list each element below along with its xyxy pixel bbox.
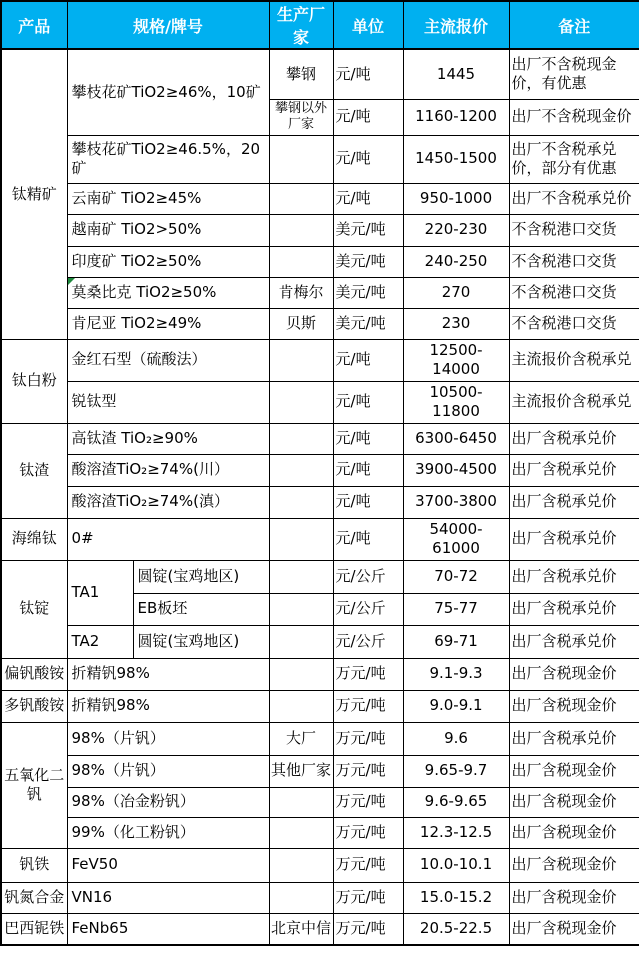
cell-price: 9.6-9.65 [403, 787, 509, 817]
table-row [1, 183, 639, 214]
cell-mfr [269, 787, 333, 817]
cell-note: 出厂含税现金价 [509, 848, 639, 882]
cell-unit: 元/吨 [333, 183, 403, 214]
cell-note: 出厂含税现金价 [509, 913, 639, 945]
cell-price: 20.5-22.5 [403, 913, 509, 945]
cell-price: 3700-3800 [403, 486, 509, 518]
cell-note: 出厂含税承兑价 [509, 722, 639, 755]
cell-mfr [269, 423, 333, 454]
cell-unit: 元/吨 [333, 381, 403, 423]
cell-spec: 98%（冶金粉钒） [67, 787, 269, 817]
cell-price: 1450-1500 [403, 135, 509, 183]
cell-product: 钛渣 [1, 423, 67, 518]
table-row [1, 135, 639, 183]
cell-spec: 酸溶渣TiO₂≥74%(川） [67, 454, 269, 486]
table-row [1, 560, 639, 593]
cell-mfr [269, 560, 333, 593]
table-header [1, 1, 639, 49]
cell-spec: 攀枝花矿TiO2≥46%，10矿 [67, 49, 269, 135]
cell-unit: 万元/吨 [333, 882, 403, 913]
cell-spec: 云南矿 TiO2≥45% [67, 183, 269, 214]
cell-unit: 元/吨 [333, 339, 403, 381]
table-row [1, 690, 639, 722]
cell-spec: 金红石型（硫酸法） [67, 339, 269, 381]
cell-mfr [269, 339, 333, 381]
cell-note: 不含税港口交货 [509, 308, 639, 339]
cell-note: 出厂不含税现金价，有优惠 [509, 49, 639, 99]
table-row [1, 755, 639, 787]
cell-price: 1160-1200 [403, 99, 509, 135]
cell-note: 出厂不含税承兑价 [509, 183, 639, 214]
cell-note: 出厂含税现金价 [509, 787, 639, 817]
cell-note: 不含税港口交货 [509, 214, 639, 246]
cell-mfr: 肯梅尔 [269, 277, 333, 308]
cell-note: 出厂含税承兑价 [509, 454, 639, 486]
cell-spec: 99%（化工粉钒） [67, 817, 269, 848]
cell-product: 偏钒酸铵 [1, 658, 67, 690]
cell-product: 钛白粉 [1, 339, 67, 423]
table-row [1, 625, 639, 658]
cell-spec: 越南矿 TiO2>50% [67, 214, 269, 246]
cell-unit: 万元/吨 [333, 913, 403, 945]
cell-unit: 万元/吨 [333, 658, 403, 690]
cell-mfr [269, 690, 333, 722]
cell-spec: FeV50 [67, 848, 269, 882]
table-row [1, 308, 639, 339]
cell-mfr [269, 625, 333, 658]
cell-spec: 酸溶渣TiO₂≥74%(滇） [67, 486, 269, 518]
table-row [1, 518, 639, 560]
cell-mfr [269, 183, 333, 214]
cell-mfr [269, 593, 333, 625]
cell-unit: 万元/吨 [333, 755, 403, 787]
cell-mfr [269, 135, 333, 183]
cell-product: 钛锭 [1, 560, 67, 658]
cell-spec: 锐钛型 [67, 381, 269, 423]
cell-unit: 元/吨 [333, 99, 403, 135]
table-row [1, 486, 639, 518]
cell-product: 钒氮合金 [1, 882, 67, 913]
header-cell-spec: 规格/牌号 [67, 1, 269, 49]
cell-unit: 元/吨 [333, 454, 403, 486]
cell-price: 12500-14000 [403, 339, 509, 381]
cell-type: 圆锭(宝鸡地区) [133, 625, 269, 658]
cell-price: 54000-61000 [403, 518, 509, 560]
cell-spec: 肯尼亚 TiO2≥49% [67, 308, 269, 339]
cell-type: EB板坯 [133, 593, 269, 625]
cell-price: 1445 [403, 49, 509, 99]
cell-note: 出厂含税现金价 [509, 817, 639, 848]
cell-mfr: 北京中信 [269, 913, 333, 945]
header-cell-note: 备注 [509, 1, 639, 49]
comment-flag-icon [68, 278, 75, 285]
cell-mfr [269, 518, 333, 560]
cell-product: 巴西铌铁 [1, 913, 67, 945]
cell-unit: 元/吨 [333, 423, 403, 454]
cell-price: 15.0-15.2 [403, 882, 509, 913]
header-cell-unit: 单位 [333, 1, 403, 49]
cell-spec: 98%（片钒） [67, 755, 269, 787]
cell-note: 出厂含税现金价 [509, 882, 639, 913]
cell-mfr: 攀钢 [269, 49, 333, 99]
cell-spec: 印度矿 TiO2≥50% [67, 246, 269, 277]
cell-mfr [269, 817, 333, 848]
table-row [1, 817, 639, 848]
cell-price: 75-77 [403, 593, 509, 625]
table-row [1, 423, 639, 454]
table-row [1, 246, 639, 277]
cell-note: 出厂含税承兑价 [509, 593, 639, 625]
cell-unit: 元/吨 [333, 518, 403, 560]
cell-unit: 万元/吨 [333, 787, 403, 817]
cell-mfr [269, 882, 333, 913]
header-row [1, 1, 639, 49]
cell-note: 不含税港口交货 [509, 277, 639, 308]
table-row [1, 381, 639, 423]
table-row [1, 454, 639, 486]
cell-unit: 元/公斤 [333, 593, 403, 625]
cell-price: 230 [403, 308, 509, 339]
cell-spec: 高钛渣 TiO₂≥90% [67, 423, 269, 454]
cell-price: 12.3-12.5 [403, 817, 509, 848]
table-row [1, 787, 639, 817]
cell-unit: 元/吨 [333, 49, 403, 99]
table-row [1, 913, 639, 945]
cell-note: 出厂不含税现金价 [509, 99, 639, 135]
table-row [1, 722, 639, 755]
cell-product: 海绵钛 [1, 518, 67, 560]
cell-unit: 万元/吨 [333, 722, 403, 755]
cell-unit: 万元/吨 [333, 817, 403, 848]
cell-note: 出厂含税承兑价 [509, 486, 639, 518]
cell-price: 9.6 [403, 722, 509, 755]
cell-mfr [269, 214, 333, 246]
cell-unit: 美元/吨 [333, 277, 403, 308]
cell-unit: 元/吨 [333, 135, 403, 183]
cell-spec: 攀枝花矿TiO2≥46.5%，20矿 [67, 135, 269, 183]
cell-price: 3900-4500 [403, 454, 509, 486]
cell-note: 主流报价含税承兑 [509, 381, 639, 423]
cell-unit: 美元/吨 [333, 246, 403, 277]
cell-note: 出厂含税现金价 [509, 755, 639, 787]
cell-spec: 0# [67, 518, 269, 560]
cell-mfr: 大厂 [269, 722, 333, 755]
cell-spec: 98%（片钒） [67, 722, 269, 755]
cell-type: 圆锭(宝鸡地区) [133, 560, 269, 593]
cell-mfr [269, 486, 333, 518]
cell-unit: 元/公斤 [333, 625, 403, 658]
cell-unit: 美元/吨 [333, 308, 403, 339]
cell-unit: 美元/吨 [333, 214, 403, 246]
cell-mfr: 贝斯 [269, 308, 333, 339]
cell-unit: 元/吨 [333, 486, 403, 518]
cell-note: 出厂含税承兑价 [509, 518, 639, 560]
cell-note: 出厂不含税承兑价，部分有优惠 [509, 135, 639, 183]
header-cell-price: 主流报价 [403, 1, 509, 49]
cell-mfr: 其他厂家 [269, 755, 333, 787]
header-cell-product: 产品 [1, 1, 67, 49]
cell-price: 950-1000 [403, 183, 509, 214]
cell-unit: 元/公斤 [333, 560, 403, 593]
cell-note: 出厂含税承兑价 [509, 625, 639, 658]
cell-price: 9.65-9.7 [403, 755, 509, 787]
cell-mfr [269, 848, 333, 882]
table-row [1, 339, 639, 381]
cell-note: 出厂含税承兑价 [509, 423, 639, 454]
cell-spec: FeNb65 [67, 913, 269, 945]
cell-product: 钒铁 [1, 848, 67, 882]
cell-spec: 莫桑比克 TiO2≥50% [67, 277, 269, 308]
cell-product: 五氧化二钒 [1, 722, 67, 848]
cell-grade: TA2 [67, 625, 133, 658]
cell-price: 70-72 [403, 560, 509, 593]
cell-note: 出厂含税现金价 [509, 690, 639, 722]
cell-mfr [269, 658, 333, 690]
table-row [1, 848, 639, 882]
cell-price: 240-250 [403, 246, 509, 277]
cell-price: 69-71 [403, 625, 509, 658]
cell-grade: TA1 [67, 560, 133, 625]
cell-price: 10500-11800 [403, 381, 509, 423]
table-row [1, 49, 639, 99]
price-table-body [1, 49, 639, 945]
cell-price: 6300-6450 [403, 423, 509, 454]
table-row [1, 658, 639, 690]
cell-spec: 折精钒98% [67, 658, 269, 690]
cell-note: 不含税港口交货 [509, 246, 639, 277]
cell-price: 9.0-9.1 [403, 690, 509, 722]
table-row [1, 214, 639, 246]
cell-unit: 万元/吨 [333, 848, 403, 882]
cell-price: 270 [403, 277, 509, 308]
table-row [1, 882, 639, 913]
cell-product: 多钒酸铵 [1, 690, 67, 722]
table-row [1, 277, 639, 308]
cell-unit: 万元/吨 [333, 690, 403, 722]
cell-mfr: 攀钢以外厂家 [269, 99, 333, 135]
cell-price: 220-230 [403, 214, 509, 246]
cell-mfr [269, 381, 333, 423]
cell-mfr [269, 246, 333, 277]
cell-note: 主流报价含税承兑 [509, 339, 639, 381]
cell-note: 出厂含税承兑价 [509, 560, 639, 593]
cell-mfr [269, 454, 333, 486]
cell-product: 钛精矿 [1, 49, 67, 339]
header-cell-manufacturer: 生产厂家 [269, 1, 333, 49]
cell-spec: 折精钒98% [67, 690, 269, 722]
cell-spec: VN16 [67, 882, 269, 913]
cell-note: 出厂含税现金价 [509, 658, 639, 690]
cell-price: 10.0-10.1 [403, 848, 509, 882]
cell-price: 9.1-9.3 [403, 658, 509, 690]
